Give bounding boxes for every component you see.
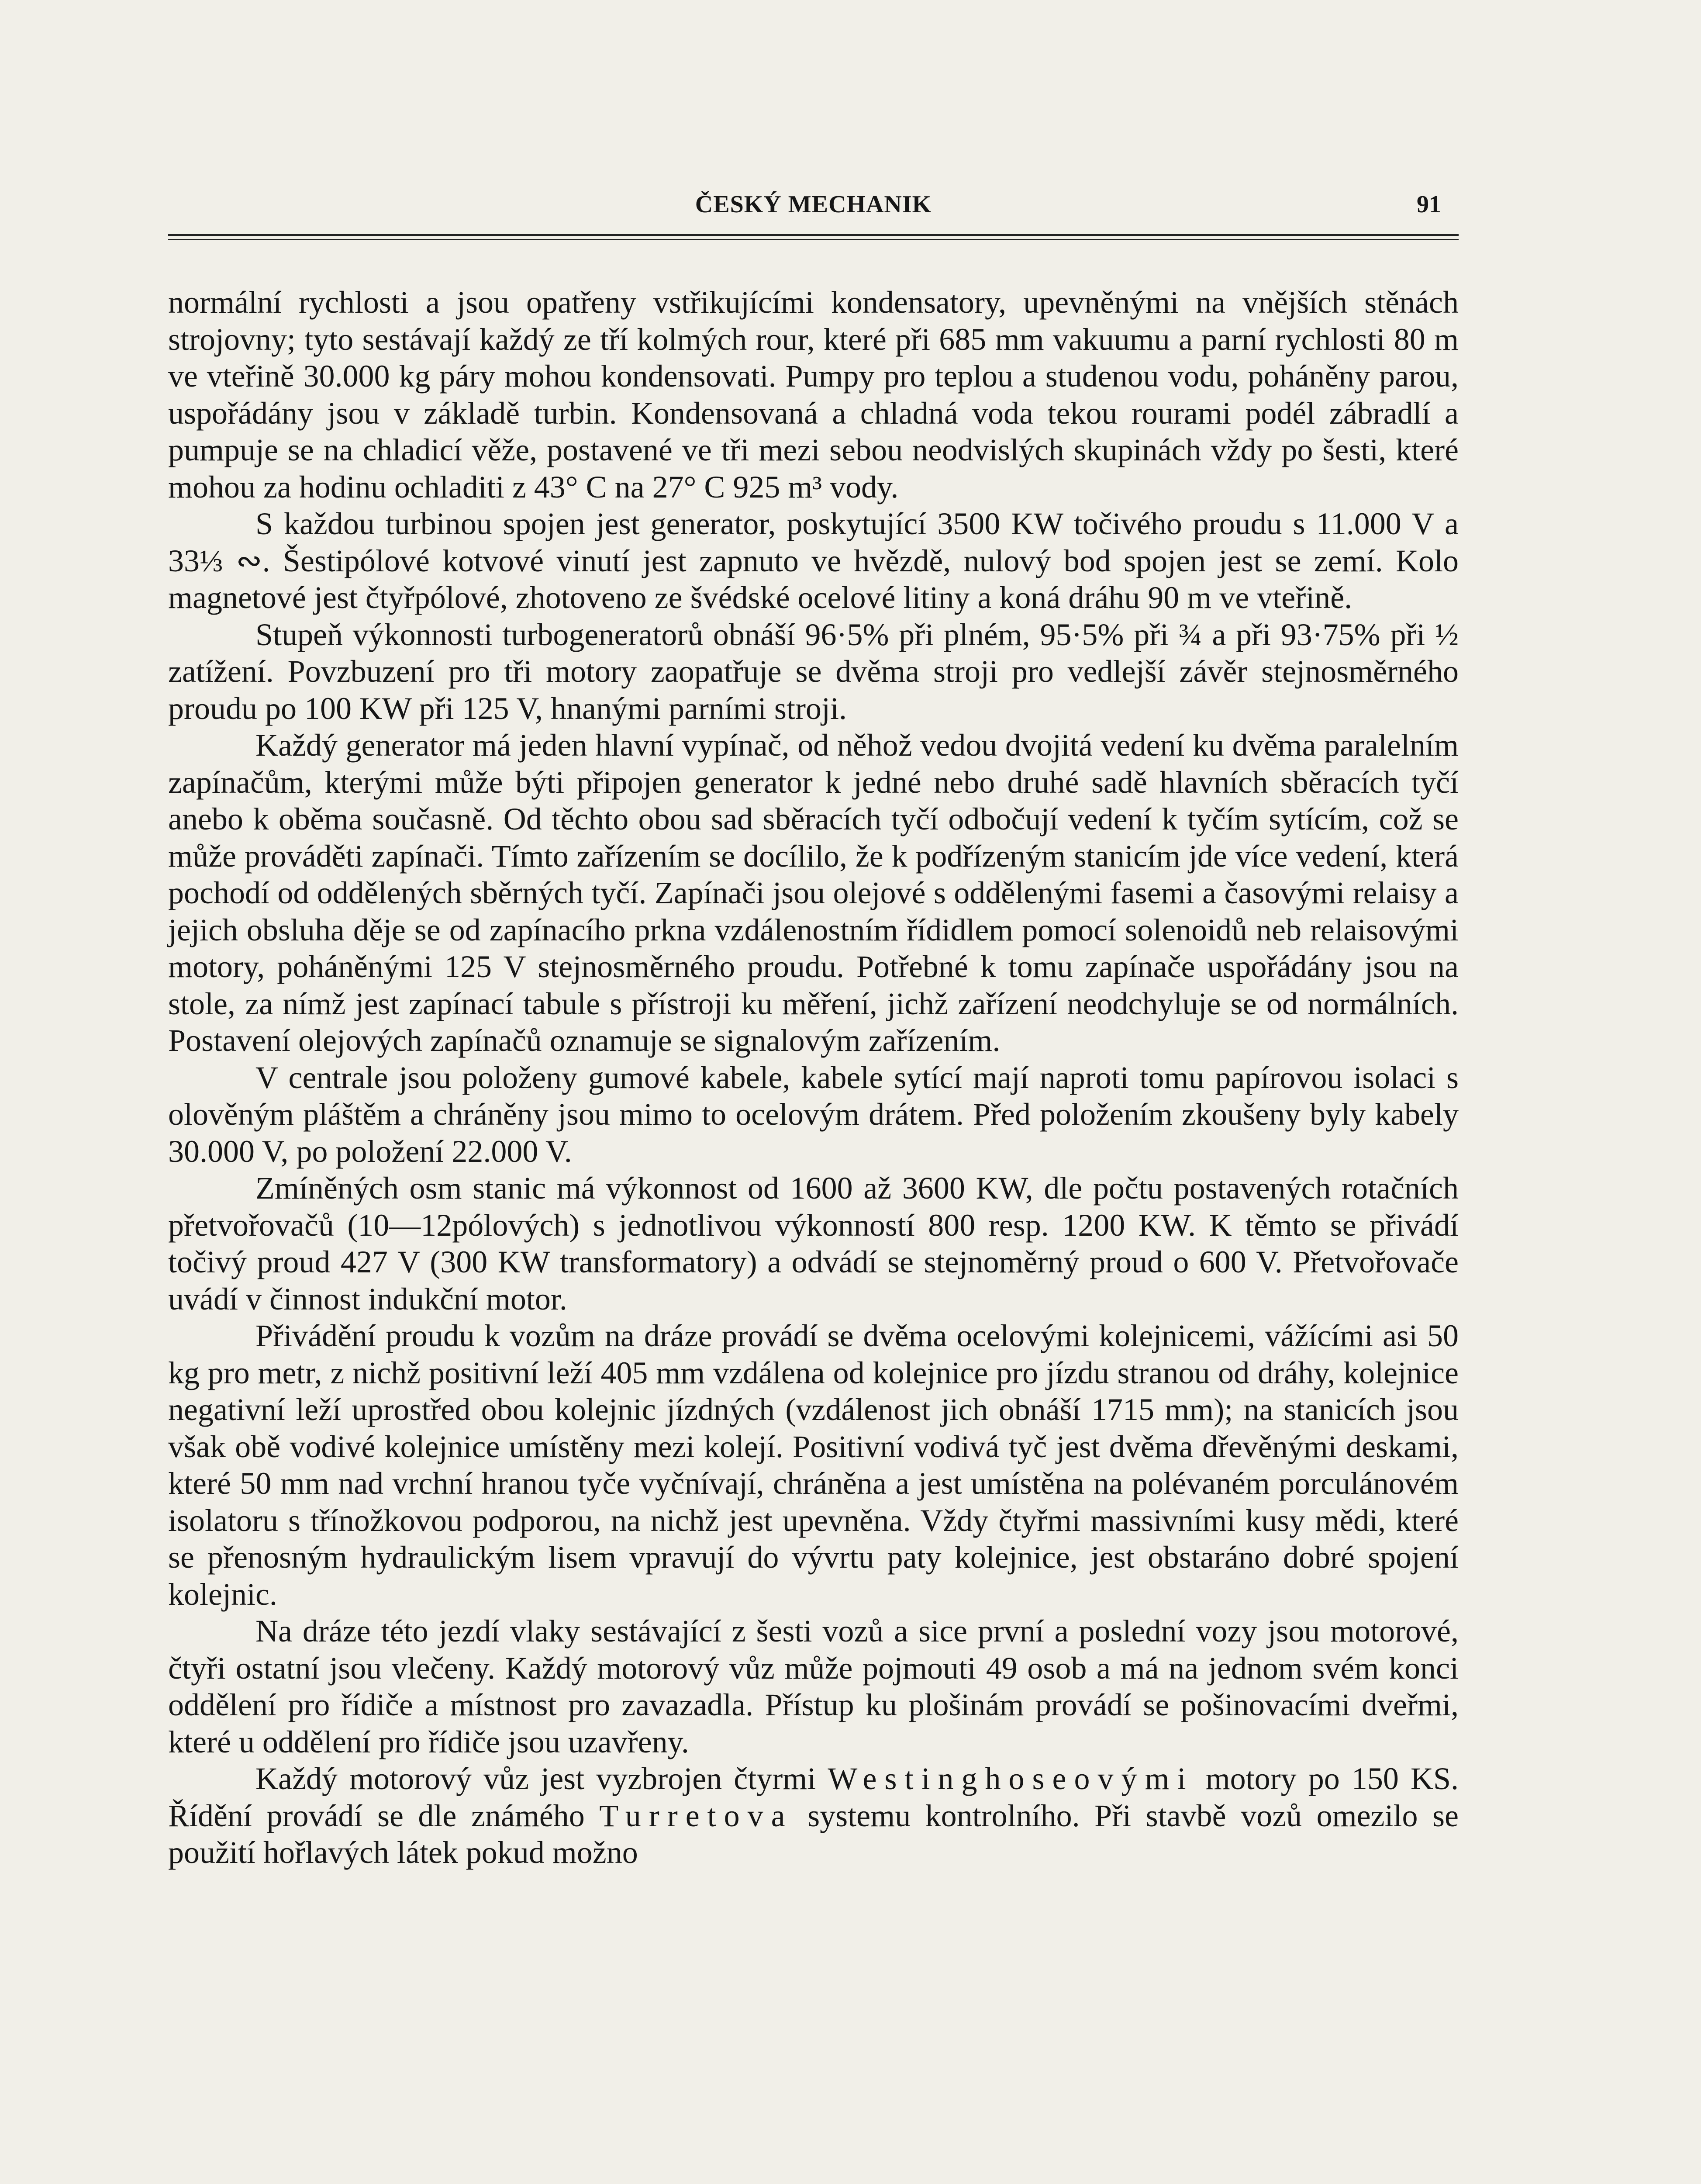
body-text xyxy=(168,284,1459,1871)
spaced-name-turret: Turretova xyxy=(599,1798,793,1833)
paragraph-7: Přivádění proudu k vozům na dráze provádí se dvěma ocelovými kolejnicemi, vážícími asi 50 kg pro metr, z nichž positivní leží 405 mm vzdálena od kolejnice pro jízdu stranou od dráhy, kolejnice negativní leží uprostřed obou kolejnic jízdných (vzdálenost jich obnáší 1715 mm); na stanicích jsou však obě vodivé kolejnice umístěny mezi kolejí. Positivní vodivá tyč jest dvěma dřevěnými deskami, které 50 mm nad vrchní hranou tyče vyčnívají, chráněna a jest umístěna na polévaném porculánovém isolatoru s třínožkovou podporou, na nichž jest upevněna. Vždy čtyřmi massivními kusy mědi, které se přenosným hydraulickým lisem vpravují do vývrtu paty kolejnice, jest obstaráno dobré spojení kolejnic. xyxy=(168,1318,1459,1612)
paragraph-6: Zmíněných osm stanic má výkonnost od 1600 až 3600 KW, dle počtu postavených rotačních přetvořovačů (10—12pólových) s jednotlivou výkonností 800 resp. 1200 KW. K těmto se přivádí točivý proud 427 V (300 KW transformatory) a odvádí se stejnoměrný proud o 600 V. Přetvořovače uvádí v činnost indukční motor. xyxy=(168,1171,1459,1317)
paragraph-8: Na dráze této jezdí vlaky sestávající z šesti vozů a sice první a poslední vozy jsou motorové, čtyři ostatní jsou vlečeny. Každý motorový vůz může pojmouti 49 osob a má na jednom svém konci oddělení pro řídiče a místnost pro zavazadla. Přístup ku plošinám provádí se pošinovacími dveřmi, které u oddělení pro řídiče jsou uzavřeny. xyxy=(168,1614,1459,1759)
page-number: 91 xyxy=(1417,191,1441,218)
paragraph-3: Stupeň výkonnosti turbogeneratorů obnáší 96·5% při plném, 95·5% při ¾ a při 93·75% při ½ zatížení. Povzbuzení pro tři motory zaopatřuje se dvěma stroji pro vedlejší závěr stejnosměrného proudu po 100 KW při 125 V, hnanými parními stroji. xyxy=(168,617,1459,726)
paragraph-4: Každý generator má jeden hlavní vypínač, od něhož vedou dvojitá vedení ku dvěma paralelním zapínačům, kterými může býti připojen generator k jedné nebo druhé sadě hlavních sběracích tyčí anebo k oběma současně. Od těchto obou sad sběracích tyčí odbočují vedení k tyčím sytícím, což se může prováděti zapínači. Tímto zařízením se docílilo, že k podřízeným stanicím jde více vedení, která pochodí od oddělených sběrných tyčí. Zapínači jsou olejové s oddělenými fasemi a časovými relaisy a jejich obsluha děje se od zapínacího prkna vzdálenostním řídidlem pomocí solenoidů neb relaisovými motory, poháněnými 125 V stejnosměrného proudu. Potřebné k tomu zapínače uspořádány jsou na stole, za nímž jest zapínací tabule s přístroji ku měření, jichž zařízení neodchyluje se od normálních. Postavení olejových zapínačů oznamuje se signalovým zařízením. xyxy=(168,728,1459,1058)
spaced-name-westinghouse: Westinghoseovými xyxy=(828,1761,1194,1796)
paragraph-9 xyxy=(168,1760,1459,1871)
running-title: ČESKÝ MECHANIK xyxy=(695,191,932,218)
paragraph-9-part-1: Každý motorový vůz jest vyzbrojen čtyrmi xyxy=(255,1761,828,1796)
page-header xyxy=(168,192,1459,240)
paragraph-2: S každou turbinou spojen jest generator, poskytující 3500 KW točivého proudu s 11.000 V a 33⅓ ∾. Šestipólové kotvové vinutí jest zapnuto ve hvězdě, nulový bod spojen jest se zemí. Kolo magnetové jest čtyřpólové, zhotoveno ze švédské ocelové litiny a koná dráhu 90 m ve vteřině. xyxy=(168,506,1459,615)
paragraph-9-part-3: systemu kontrolního. Při stavbě vozů omezilo se použití hořlavých látek pokud možno xyxy=(168,1798,1459,1870)
paragraph-1: normální rychlosti a jsou opatřeny vstřikujícími kondensatory, upevněnými na vnějších stěnách strojovny; tyto sestávají každý ze tří kolmých rour, které při 685 mm vakuumu a parní rychlosti 80 m ve vteřině 30.000 kg páry mohou kondensovati. Pumpy pro teplou a studenou vodu, poháněny parou, uspořádány jsou v základě turbin. Kondensovaná a chladná voda tekou rourami podél zábradlí a pumpuje se na chladicí věže, postavené ve tři mezi sebou neodvislých skupinách vždy po šesti, které mohou za hodinu ochladiti z 43° C na 27° C 925 m³ vody. xyxy=(168,285,1459,505)
header-double-rule xyxy=(168,234,1459,240)
paragraph-9-part-2: motory po 150 KS. Řídění provádí se dle známého xyxy=(168,1761,1459,1833)
document-page xyxy=(168,192,1459,2184)
paragraph-5: V centrale jsou položeny gumové kabele, kabele sytící mají naproti tomu papírovou isolaci s olověným pláštěm a chráněny jsou mimo to ocelovým drátem. Před položením zkoušeny byly kabely 30.000 V, po položení 22.000 V. xyxy=(168,1060,1459,1169)
